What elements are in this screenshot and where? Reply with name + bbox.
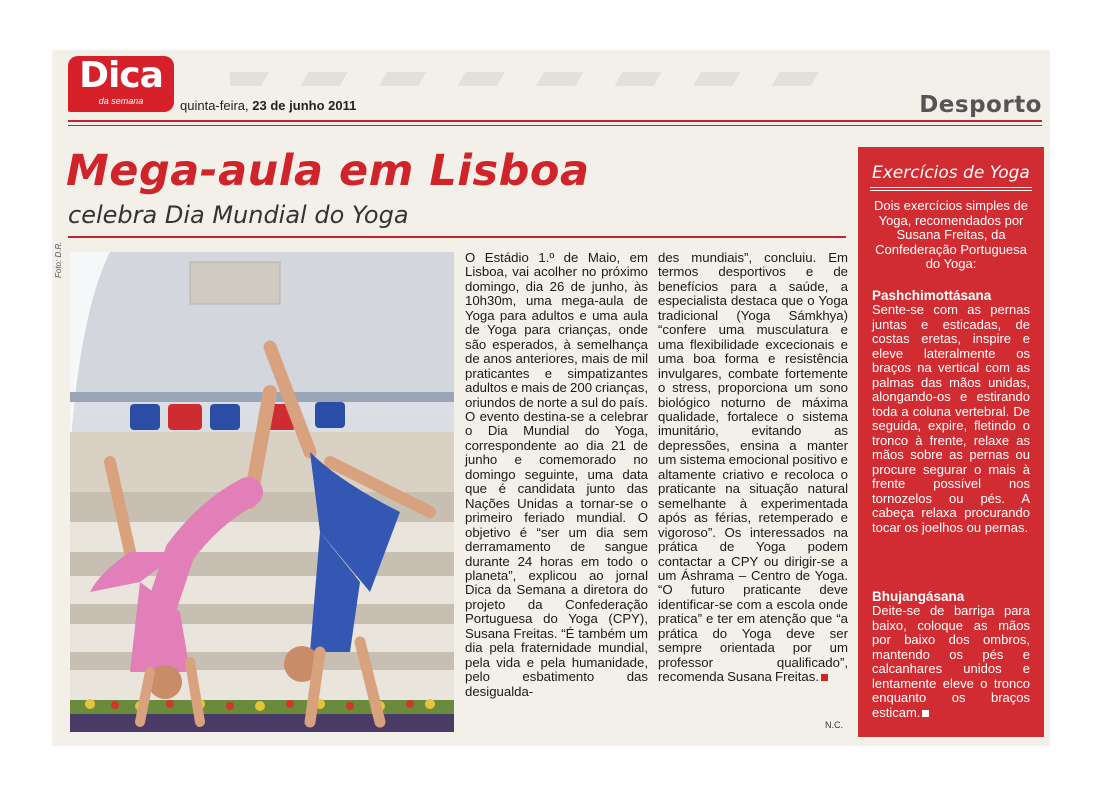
exercise-2-body	[872, 604, 1030, 720]
author-initials: N.C.	[825, 720, 843, 730]
article-subheadline: celebra Dia Mundial do Yoga	[68, 201, 409, 229]
sidebar-end-mark-icon	[922, 710, 929, 717]
dateline	[180, 98, 356, 113]
weekday: quinta-feira,	[180, 98, 249, 113]
photo-credit: Foto: D.R.	[54, 241, 63, 278]
sidebar-rule-second	[870, 190, 1032, 191]
yoga-photo	[70, 252, 454, 732]
logo-sub: da semana	[98, 96, 144, 106]
article-column-2	[658, 251, 848, 685]
headline-rule	[68, 236, 846, 238]
article-headline: Mega-aula em Lisboa	[66, 146, 590, 196]
masthead-rule-thin	[68, 125, 1042, 126]
section-name: Desporto	[919, 92, 1042, 118]
logo-main: Dica	[79, 55, 163, 96]
masthead-stripes	[230, 72, 830, 86]
sidebar-intro: Dois exercícios simples de Yoga, recomendados por Susana Freitas, da Confederação Portuguesa do Yoga:	[874, 198, 1028, 271]
exercise-1-text: Sente-se com as pernas juntas e esticadas, de costas eretas, inspire e eleve lateralmente os braços na vertical com as palmas das mãos unidas, alongando-os e estirando toda a coluna vertebral. De seguida, expire, fletindo o tronco à frente, relaxe as mãos sobre as pernas ou procure segurar o mais à frente possível nos tornozelos ou pés. A cabeça relaxa procurando tocar os joelhos ou pernas.	[872, 302, 1030, 535]
exercise-1-title: Pashchimottásana	[872, 288, 992, 303]
sidebar-rule	[870, 187, 1032, 188]
article-text-col1: O Estádio 1.º de Maio, em Lisboa, vai acolher no próximo domingo, dia 26 de junho, às 10h30m, uma mega-aula de Yoga para adultos e uma aula de Yoga para crianças, onde são esperados, à semelhança de anos anteriores, mais de mil praticantes e simpatizantes adultos e mais de 200 crianças, oriundos de norte a sul do país. O evento destina-se a celebrar o Dia Mundial do Yoga, correspondente ao dia 21 de junho e comemorado no domingo seguinte, uma data que é candidata junto das Nações Unidas a tornar-se o primeiro feriado mundial. O objetivo é “ser um dia sem derramamento de sangue durante 24 horas em todo o planeta”, explicou ao jornal Dica da Semana a diretora do projeto da Confederação Portuguesa do Yoga (CPY), Susana Freitas. “É também um dia pela fraternidade mundial, pela vida e pela humanidade, pelo esbatimento das desigualda-	[465, 250, 648, 699]
article-text-col2: des mundiais”, concluiu. Em termos desportivos e de benefícios para a saúde, a especialista destaca que o Yoga tradicional (Yoga Sámkhya) “confere uma musculatura e uma flexibilidade excecionais e uma boa forma e resistência invulgares, combate fortemente o stress, proporciona um sono biológico noturno de máxima qualidade, fortalece o sistema imunitário, evitando as depressões, ensina a manter um sistema emocional positivo e altamente criativo e recoloca o praticante na situação natural semelhante à experimentada após as férias, retemperado e vigoroso”. Os interessados na prática de Yoga podem contactar a CPY ou dirigir-se a um Áshrama – Centro de Yoga. “O futuro praticante deve identificar-se com a escola onde pratica” e ter em atenção que “a prática do Yoga deve ser sempre orientada por um professor qualificado”, recomenda Susana Freitas.	[658, 250, 848, 685]
exercise-2-title: Bhujangásana	[872, 589, 965, 604]
end-mark-icon	[821, 674, 828, 681]
issue-date: 23 de junho 2011	[252, 98, 357, 113]
masthead-rule	[68, 120, 1042, 122]
exercise-2-text: Deite-se de barriga para baixo, coloque as mãos por baixo dos ombros, mantendo os pés e calcanhares unidos e lentamente eleve o tronco enquanto os braços esticam.	[872, 603, 1030, 720]
article-column-1	[465, 251, 648, 699]
publication-logo	[68, 56, 174, 112]
sidebar-title: Exercícios de Yoga	[872, 163, 1030, 183]
sidebar-box	[858, 147, 1044, 737]
newspaper-page	[52, 50, 1050, 746]
